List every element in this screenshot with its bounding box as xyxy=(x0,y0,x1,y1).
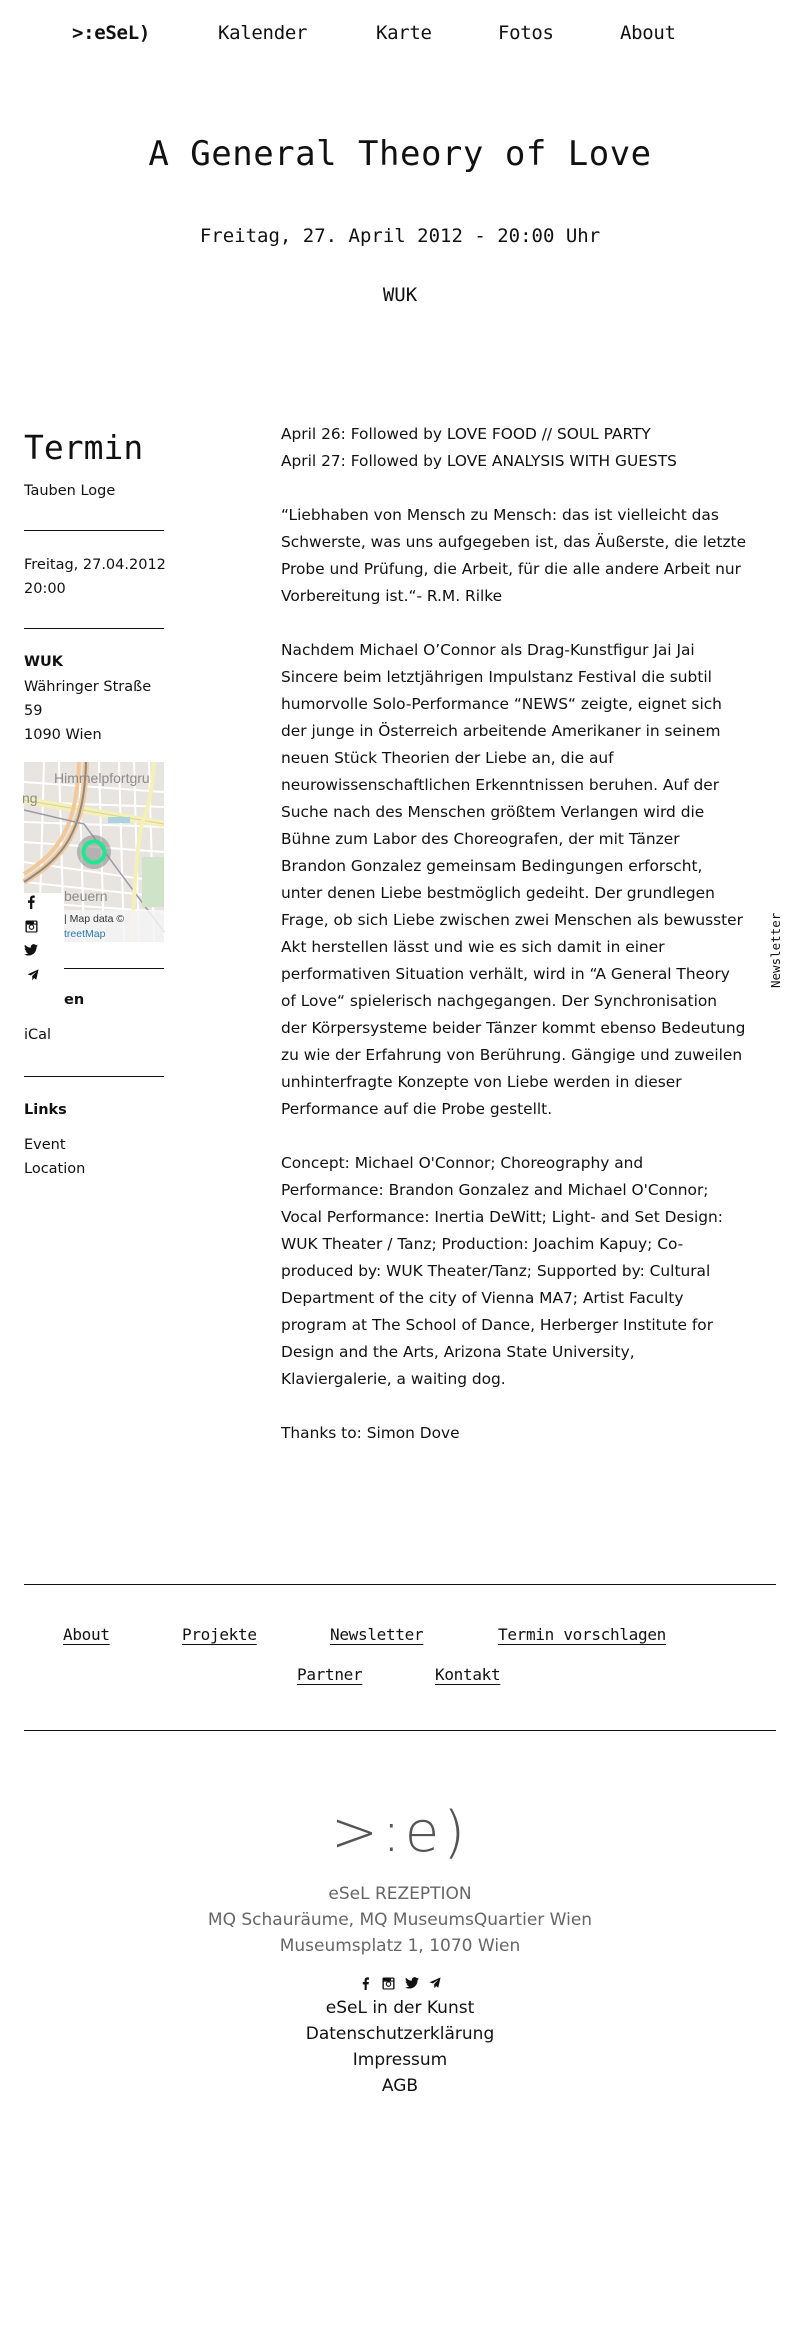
share-bar xyxy=(24,893,64,1000)
thanks-paragraph: Thanks to: Simon Dove xyxy=(281,1424,460,1442)
instagram-icon[interactable] xyxy=(382,1976,396,1990)
rilke-quote: “Liebhaben von Mensch zu Mensch: das ist vielleicht das Schwerste, was uns aufgegeben ist, das Äußerste, die letzte Probe und Prüfung, die Arbeit, für die alle andere Arbeit nur Vorbereitung ist.“- R.M. Rilke xyxy=(281,506,747,605)
footer-link-partner[interactable]: Partner xyxy=(297,1665,363,1684)
nav-item-about[interactable]: About xyxy=(620,22,676,44)
footer-link-newsletter[interactable]: Newsletter xyxy=(330,1625,424,1644)
event-link[interactable]: Event xyxy=(24,1137,66,1153)
footer-link-esel-in-der-kunst[interactable]: eSeL in der Kunst xyxy=(325,1998,475,2018)
footer-social-icons xyxy=(0,1976,800,1990)
footer-link-datenschutz[interactable]: Datenschutzerklärung xyxy=(305,2024,495,2044)
address-number: 59 xyxy=(24,703,43,719)
facebook-icon[interactable] xyxy=(359,1976,373,1990)
divider xyxy=(24,1076,164,1077)
map-label-area: beuern xyxy=(64,888,108,904)
newsletter-tab-label: Newsletter xyxy=(768,912,783,988)
footer-logo: >:e) xyxy=(330,1800,470,1865)
footer-org-name: eSeL REZEPTION xyxy=(328,1884,472,1904)
footer-link-impressum[interactable]: Impressum xyxy=(352,2050,448,2070)
site-logo[interactable]: >:eSeL) xyxy=(72,22,150,44)
twitter-icon[interactable] xyxy=(405,1976,419,1990)
footer-link-termin-vorschlagen[interactable]: Termin vorschlagen xyxy=(498,1625,666,1644)
nav-item-fotos[interactable]: Fotos xyxy=(498,22,554,44)
event-category: Tauben Loge xyxy=(24,483,116,499)
footer-link-kontakt[interactable]: Kontakt xyxy=(435,1665,501,1684)
twitter-icon[interactable] xyxy=(24,943,38,957)
description-paragraph: Nachdem Michael O’Connor als Drag-Kunstfigur Jai Jai Sincere beim letztjährigen Impulstanz Festival die subtil humorvolle Solo-Performance “NEWS“ zeigte, eignet sich der junge in Österreich arbeitende Amerikaner in seinem neuen Stück Theorien der Liebe an, die auf neurowissenschaftlichen Erkenntnissen beruhen. Auf der Suche nach des Menschen größtem Verlangen wird die Bühne zum Labor des Choreografen, der mit Tänzer Brandon Gonzalez gemeinsam Bedingungen erforscht, unter denen Liebe bestmöglich gedeiht. Der grundlegen Frage, ob sich Liebe zwischen zwei Menschen als bewusster Akt herstellen lässt und wie es sich damit in einer performativen Situation verhält, wird in “A General Theory of Love“ spielerisch nachgegangen. Der Synchronisation der Körpersysteme beider Tänzer kommt ebenso Bedeutung zu wie der Erfahrung von Berührung. Gängige und zuweilen unhinterfragte Konzepte von Liebe werden in dieser Performance auf die Probe gestellt. xyxy=(281,641,746,1118)
footer-address-line: Museumsplatz 1, 1070 Wien xyxy=(279,1936,521,1956)
top-navigation xyxy=(0,22,800,52)
export-heading: en xyxy=(64,992,85,1008)
location-link[interactable]: Location xyxy=(24,1161,86,1177)
links-heading: Links xyxy=(24,1102,67,1118)
facebook-icon[interactable] xyxy=(24,895,38,909)
newsletter-tab[interactable] xyxy=(756,898,800,994)
event-title: A General Theory of Love xyxy=(148,134,652,174)
footer-link-about[interactable]: About xyxy=(63,1625,110,1644)
footer-link-agb[interactable]: AGB xyxy=(381,2076,419,2096)
program-notes xyxy=(281,421,747,475)
footer-divider xyxy=(24,1584,776,1585)
telegram-icon[interactable] xyxy=(26,968,40,982)
map-attribution-text: | Map data © xyxy=(64,913,125,925)
credits-paragraph: Concept: Michael O'Connor; Choreography and Performance: Brandon Gonzalez and Michael O'Connor; Vocal Performance: Inertia DeWitt; Light- and Set Design: WUK Theater / Tanz; Production: Joachim Kapuy; Co-produced by: WUK Theater/Tanz; Supported by: Cultural Department of the city of Vienna MA7; Artist Faculty program at The School of Dance, Herberger Institute for Design and the Arts, Arizona State University, Klaviergalerie, a waiting dog. xyxy=(281,1154,723,1388)
ical-link[interactable]: iCal xyxy=(24,1027,52,1043)
map-label-street: ng xyxy=(22,790,38,806)
event-date: Freitag, 27.04.2012 xyxy=(24,557,166,573)
program-note-line: April 26: Followed by LOVE FOOD // SOUL PARTY xyxy=(281,425,651,443)
nav-item-karte[interactable]: Karte xyxy=(376,22,432,44)
event-venue: WUK xyxy=(382,284,418,306)
divider xyxy=(24,530,164,531)
footer-link-projekte[interactable]: Projekte xyxy=(182,1625,257,1644)
footer-address-line: MQ Schauräume, MQ MuseumsQuartier Wien xyxy=(207,1910,593,1930)
sidebar-heading: Termin xyxy=(24,428,144,467)
instagram-icon[interactable] xyxy=(24,919,38,933)
openstreetmap-link[interactable]: treetMap xyxy=(64,928,106,940)
address-street: Währinger Straße xyxy=(24,679,152,695)
divider xyxy=(24,628,164,629)
event-description xyxy=(281,421,747,1474)
footer-divider xyxy=(24,1730,776,1731)
telegram-icon[interactable] xyxy=(428,1976,442,1990)
map-label-district: Himmelpfortgru xyxy=(54,770,150,786)
program-note-line: April 27: Followed by LOVE ANALYSIS WITH GUESTS xyxy=(281,452,677,470)
location-name-link[interactable]: WUK xyxy=(24,654,64,670)
address-city: 1090 Wien xyxy=(24,727,102,743)
nav-item-kalender[interactable]: Kalender xyxy=(218,22,308,44)
event-time: 20:00 xyxy=(24,581,66,597)
event-datetime: Freitag, 27. April 2012 - 20:00 Uhr xyxy=(199,225,601,247)
